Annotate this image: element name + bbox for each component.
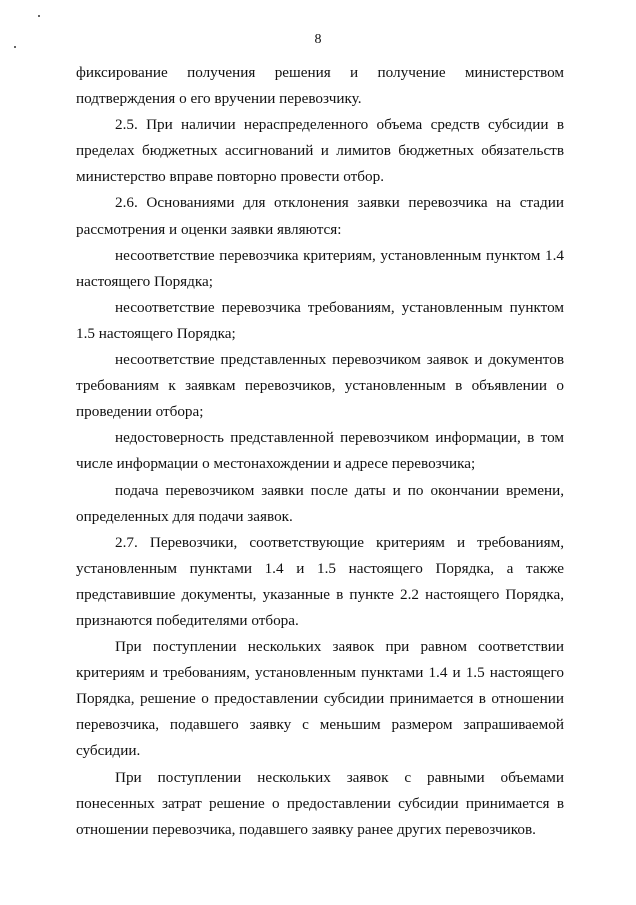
- paragraph-2-6: 2.6. Основаниями для отклонения заявки перевозчика на стадии рассмотрения и оценки заявки являются:: [76, 194, 564, 238]
- paragraph-2-5: 2.5. При наличии нераспределенного объема средств субсидии в пределах бюджетных ассигнований и лимитов бюджетных обязательств министерство вправе повторно провести отбор.: [76, 116, 564, 186]
- paragraph-equal-costs: При поступлении нескольких заявок с равными объемами понесенных затрат решение о предоставлении субсидии принимается в отношении перевозчика, подавшего заявку ранее других перевозчиков.: [76, 768, 564, 838]
- scan-speck: [38, 15, 40, 17]
- list-item-false-info: недостоверность представленной перевозчиком информации, в том числе информации о местонахождении и адресе перевозчика;: [76, 429, 564, 473]
- list-item-documents: несоответствие представленных перевозчиком заявок и документов требованиям к заявкам перевозчиков, установленным в объявлении о проведении отбора;: [76, 351, 564, 421]
- paragraph-equal-compliance: При поступлении нескольких заявок при равном соответствии критериям и требованиям, установленным пунктами 1.4 и 1.5 настоящего Порядка, решение о предоставлении субсидии принимается в отношении перевозчика, подавшего заявку с меньшим размером запрашиваемой субсидии.: [76, 638, 564, 760]
- list-item-late-submission: подача перевозчиком заявки после даты и по окончании времени, определенных для подачи заявок.: [76, 481, 564, 525]
- paragraph-2-7: 2.7. Перевозчики, соответствующие критериям и требованиям, установленным пунктами 1.4 и 1.5 настоящего Порядка, а также представившие документы, указанные в пункте 2.2 настоящего Порядка, признаются победителями отбора.: [76, 533, 564, 629]
- document-body: [76, 60, 564, 843]
- paragraph-continuation: фиксирование получения решения и получение министерством подтверждения о его вручении перевозчику.: [76, 64, 564, 108]
- page-number: 8: [314, 32, 322, 47]
- list-item-criteria: несоответствие перевозчика критериям, установленным пунктом 1.4 настоящего Порядка;: [76, 246, 564, 290]
- list-item-requirements: несоответствие перевозчика требованиям, установленным пунктом 1.5 настоящего Порядка;: [76, 298, 564, 342]
